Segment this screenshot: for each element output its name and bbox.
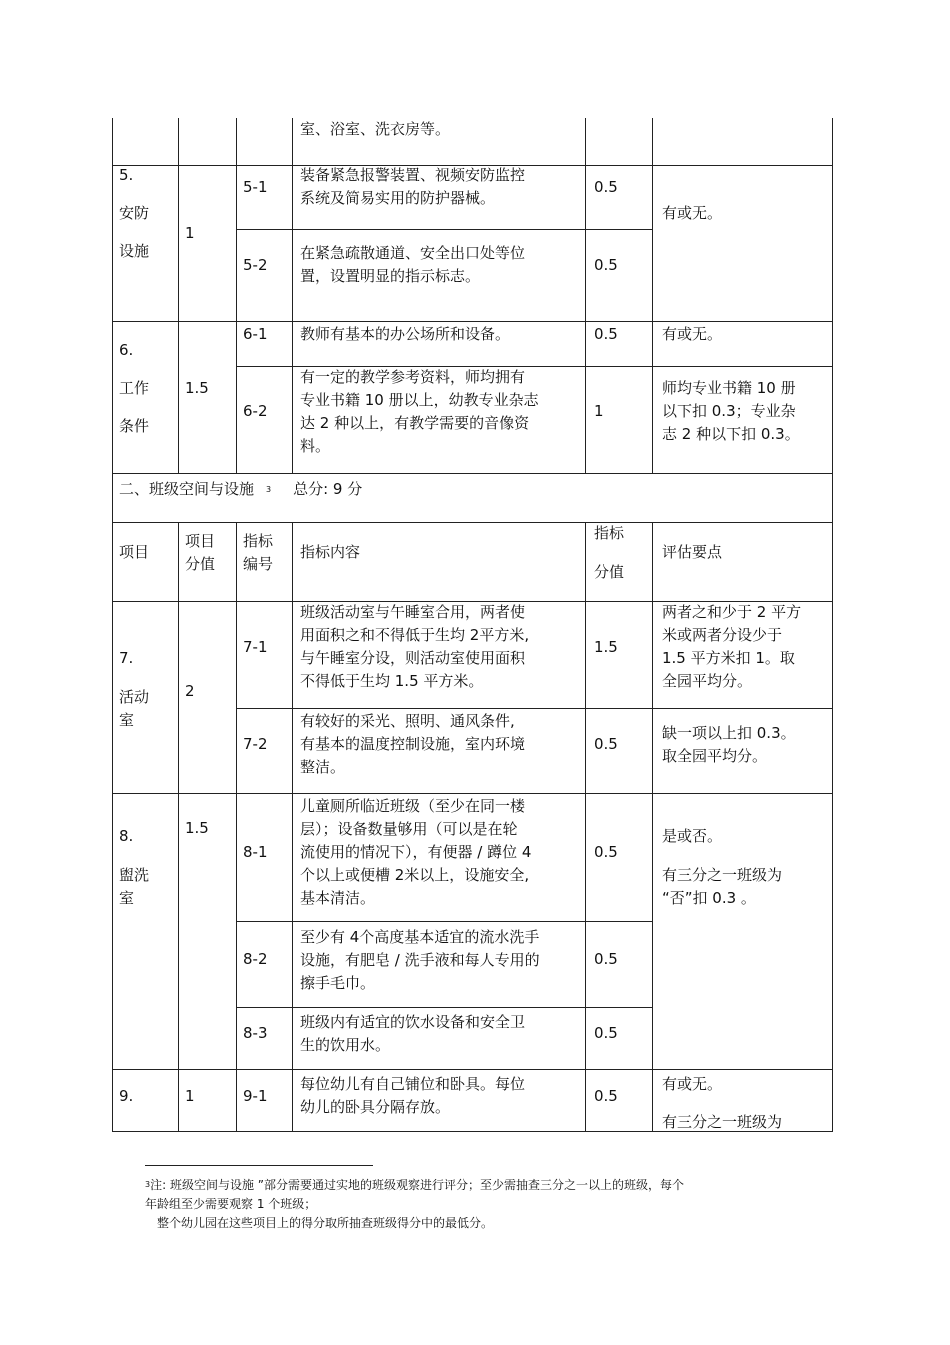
indicator-content: 在紧急疏散通道、安全出口处等位 [300, 244, 526, 262]
column-header-code: 编号 [243, 555, 274, 573]
item-name: 盥洗 [119, 866, 150, 884]
table-rule [236, 708, 832, 709]
table-rule [236, 1007, 652, 1008]
indicator-content: 置，设置明显的指示标志。 [300, 267, 481, 285]
indicator-code: 6-2 [243, 402, 268, 420]
indicator-code: 8-1 [243, 843, 268, 861]
indicator-content: 室、浴室、洗衣房等。 [300, 120, 451, 138]
indicator-score: 0.5 [594, 1087, 618, 1105]
item-name: 室 [119, 889, 135, 907]
indicator-code: 8-2 [243, 950, 268, 968]
item-number: 7. [119, 649, 134, 667]
table-rule [112, 1069, 832, 1070]
column-header-content: 指标内容 [300, 543, 361, 561]
item-number: 6. [119, 341, 134, 359]
indicator-content: 系统及简易实用的防护器械。 [300, 189, 496, 207]
evaluation-note: 取全园平均分。 [662, 747, 768, 765]
evaluation-note: 有或无。 [662, 325, 723, 343]
item-number: 5. [119, 166, 134, 184]
footnote-line: 年龄组至少需要观察 1 个班级； [145, 1197, 317, 1211]
column-header-item: 项目 [119, 543, 150, 561]
indicator-content: 生的饮用水。 [300, 1036, 391, 1054]
indicator-content: 有一定的教学参考资料，师均拥有 [300, 368, 526, 386]
indicator-content: 个以上或便槽 2米以上，设施安全, [300, 866, 530, 884]
indicator-code: 6-1 [243, 325, 268, 343]
indicator-score: 1.5 [594, 638, 618, 656]
evaluation-note: 有或无。 [662, 204, 723, 222]
item-score: 1.5 [185, 819, 209, 837]
indicator-content: 每位幼儿有自己铺位和卧具。每位 [300, 1075, 526, 1093]
indicator-content: 基本清洁。 [300, 889, 376, 907]
table-rule [178, 522, 179, 1132]
indicator-content: 整洁。 [300, 758, 346, 776]
evaluation-note: 有或无。 [662, 1075, 723, 1093]
indicator-score: 0.5 [594, 178, 618, 196]
evaluation-note: 缺一项以上扣 0.3。 [662, 724, 796, 742]
evaluation-note: 志 2 种以下扣 0.3。 [662, 425, 800, 443]
indicator-code: 5-1 [243, 178, 268, 196]
table-rule [652, 118, 653, 474]
evaluation-note: 有三分之一班级为 [662, 866, 783, 884]
evaluation-note: 两者之和少于 2 平方 [662, 603, 802, 621]
indicator-content: 班级内有适宜的饮水设备和安全卫 [300, 1013, 526, 1031]
indicator-content: 料。 [300, 437, 331, 455]
footnote-rule [145, 1165, 373, 1166]
indicator-score: 1 [594, 402, 604, 420]
table-rule [832, 118, 833, 474]
column-header-code: 指标 [243, 532, 274, 550]
evaluation-note: 有三分之一班级为 [662, 1113, 783, 1131]
table-rule [236, 118, 237, 474]
item-name: 设施 [119, 242, 150, 260]
evaluation-note: “否”扣 0.3 。 [662, 889, 756, 907]
column-header-item-score: 项目 [185, 532, 216, 550]
evaluation-note: 米或两者分设少于 [662, 626, 783, 644]
indicator-content: 班级活动室与午睡室合用，两者使 [300, 603, 526, 621]
indicator-content: 有基本的温度控制设施，室内环境 [300, 735, 526, 753]
table-rule [112, 793, 832, 794]
section-title [119, 478, 362, 501]
indicator-content: 用面积之和不得低于生均 2平方米, [300, 626, 530, 644]
footnote-marker: 3 [266, 485, 272, 494]
table-rule [112, 118, 113, 474]
table-rule [112, 473, 113, 523]
item-score: 2 [185, 682, 195, 700]
footnote-text: 注: 班级空间与设施 ”部分需要通过实地的班级观察进行评分；至少需抽查三分之一以上的班级，每个 [150, 1178, 684, 1192]
item-score: 1 [185, 224, 195, 242]
indicator-content: 至少有 4个高度基本适宜的流水洗手 [300, 928, 540, 946]
item-name: 工作 [119, 379, 150, 397]
table-rule [585, 522, 586, 1132]
indicator-content: 设施，有肥皂 / 洗手液和每人专用的 [300, 951, 540, 969]
indicator-score: 0.5 [594, 735, 618, 753]
table-rule [832, 522, 833, 1132]
item-name: 活动 [119, 688, 150, 706]
indicator-code: 5-2 [243, 256, 268, 274]
column-header-score: 指标 [594, 524, 625, 542]
indicator-score: 0.5 [594, 843, 618, 861]
column-header-eval: 评估要点 [662, 543, 723, 561]
evaluation-note: 1.5 平方米扣 1。取 [662, 649, 795, 667]
table-rule [236, 522, 237, 1132]
indicator-content: 装备紧急报警装置、视频安防监控 [300, 166, 526, 184]
table-rule [832, 473, 833, 523]
footnote-marker: 3 [145, 1180, 151, 1189]
indicator-content: 达 2 种以上，有教学需要的音像资 [300, 414, 530, 432]
item-score: 1.5 [185, 379, 209, 397]
evaluation-note: 是或否。 [662, 827, 723, 845]
table-rule [236, 229, 652, 230]
table-rule [292, 118, 293, 474]
column-header-item-score: 分值 [185, 555, 216, 573]
column-header-score: 分值 [594, 563, 625, 581]
indicator-score: 0.5 [594, 325, 618, 343]
evaluation-note: 全园平均分。 [662, 672, 753, 690]
indicator-content: 幼儿的卧具分隔存放。 [300, 1098, 451, 1116]
indicator-content: 有较好的采光、照明、通风条件, [300, 712, 515, 730]
item-name: 条件 [119, 417, 150, 435]
indicator-score: 0.5 [594, 256, 618, 274]
indicator-content: 与午睡室分设，则活动室使用面积 [300, 649, 526, 667]
table-rule [178, 118, 179, 474]
evaluation-note: 以下扣 0.3；专业杂 [662, 402, 796, 420]
indicator-content: 不得低于生均 1.5 平方米。 [300, 672, 484, 690]
table-rule [112, 321, 832, 322]
indicator-code: 9-1 [243, 1087, 268, 1105]
indicator-code: 7-2 [243, 735, 268, 753]
table-rule [292, 522, 293, 1132]
indicator-content: 专业书籍 10 册以上，幼教专业杂志 [300, 391, 539, 409]
evaluation-note: 师均专业书籍 10 册 [662, 379, 796, 397]
item-name: 安防 [119, 204, 150, 222]
indicator-code: 7-1 [243, 638, 268, 656]
indicator-content: 擦手毛巾。 [300, 974, 376, 992]
table-rule [112, 522, 113, 1132]
indicator-score: 0.5 [594, 1024, 618, 1042]
indicator-content: 儿童厕所临近班级（至少在同一楼 [300, 797, 526, 815]
item-name: 室 [119, 711, 135, 729]
table-rule [112, 473, 832, 474]
footnote-line: 整个幼儿园在这些项目上的得分取所抽查班级得分中的最低分。 [157, 1216, 494, 1230]
indicator-content: 层）；设备数量够用（可以是在轮 [300, 820, 518, 838]
item-score: 1 [185, 1087, 195, 1105]
section-total: 总分: 9 分 [293, 480, 363, 498]
item-number: 8. [119, 827, 134, 845]
indicator-content: 流使用的情况下），有便器 / 蹲位 4 [300, 843, 532, 861]
section-title-text: 二、班级空间与设施 [119, 480, 255, 498]
table-rule [112, 522, 832, 523]
indicator-content: 教师有基本的办公场所和设备。 [300, 325, 511, 343]
table-rule [585, 118, 586, 474]
indicator-code: 8-3 [243, 1024, 268, 1042]
indicator-score: 0.5 [594, 950, 618, 968]
item-number: 9. [119, 1087, 134, 1105]
table-rule [236, 921, 652, 922]
table-rule [652, 522, 653, 1132]
footnote-line [145, 1175, 684, 1195]
